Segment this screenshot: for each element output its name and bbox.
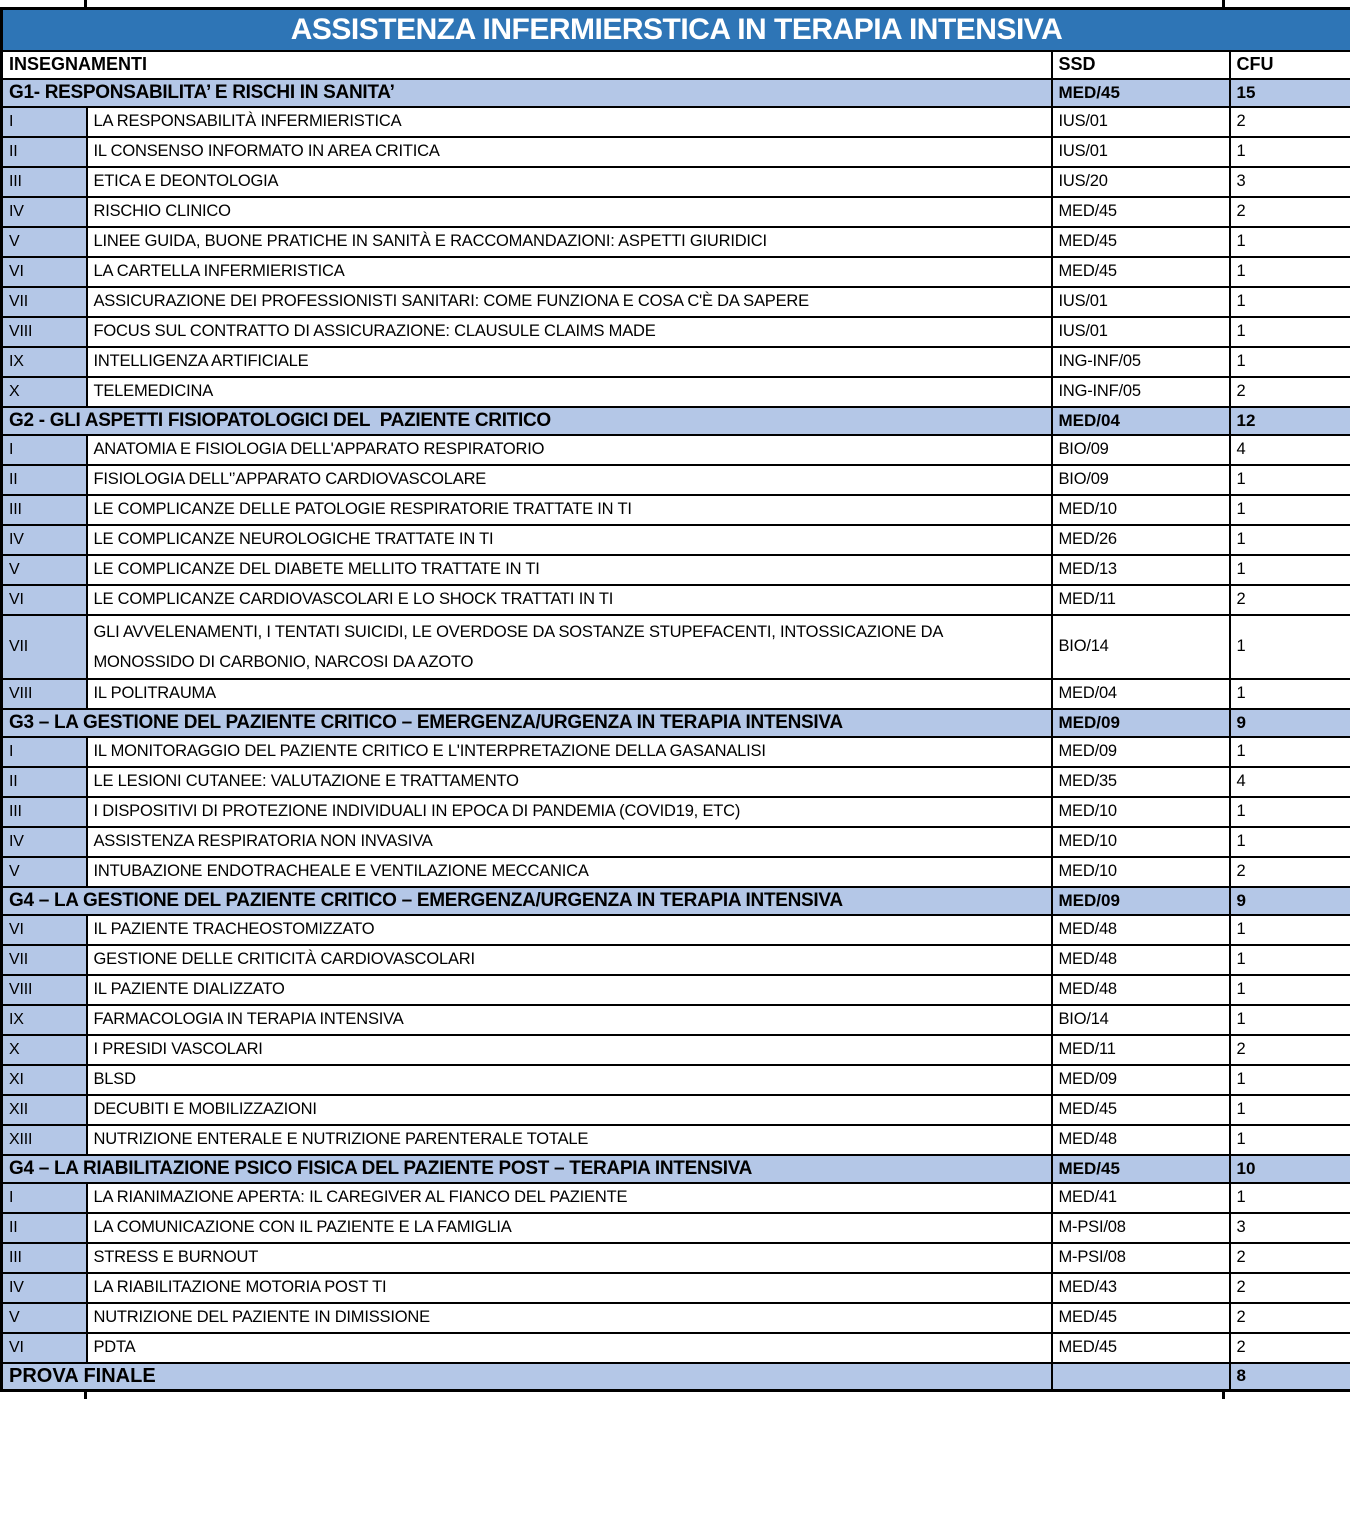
course-row (2, 435, 1350, 465)
course-row (2, 1065, 1350, 1095)
course-ssd: M-PSI/08 (1052, 1213, 1230, 1243)
course-cfu: 1 (1230, 1095, 1350, 1125)
course-cfu: 1 (1230, 317, 1350, 347)
group-ssd: MED/09 (1052, 709, 1230, 737)
final-exam-cfu: 8 (1230, 1363, 1350, 1391)
course-number: V (2, 227, 87, 257)
group-ssd: MED/45 (1052, 79, 1230, 107)
course-title: GLI AVVELENAMENTI, I TENTATI SUICIDI, LE OVERDOSE DA SOSTANZE STUPEFACENTI, INTOSSICAZIONE DA MONOSSIDO DI CARBONIO, NARCOSI DA AZOTO (87, 615, 1052, 679)
course-table (0, 7, 1350, 1392)
final-exam-row (2, 1363, 1350, 1391)
table-title-row (2, 9, 1350, 51)
course-cfu: 4 (1230, 435, 1350, 465)
course-row (2, 525, 1350, 555)
course-title: BLSD (87, 1065, 1052, 1095)
course-row (2, 167, 1350, 197)
group-cfu: 15 (1230, 79, 1350, 107)
course-number: VI (2, 257, 87, 287)
course-number: V (2, 555, 87, 585)
group-label: G4 – LA RIABILITAZIONE PSICO FISICA DEL PAZIENTE POST – TERAPIA INTENSIVA (2, 1155, 1052, 1183)
course-table-body (2, 79, 1350, 1363)
course-title: LE COMPLICANZE DELLE PATOLOGIE RESPIRATORIE TRATTATE IN TI (87, 495, 1052, 525)
course-cfu: 2 (1230, 1035, 1350, 1065)
course-cfu: 1 (1230, 679, 1350, 709)
course-ssd: MED/10 (1052, 857, 1230, 887)
course-number: II (2, 465, 87, 495)
course-title: LA COMUNICAZIONE CON IL PAZIENTE E LA FAMIGLIA (87, 1213, 1052, 1243)
course-title: I PRESIDI VASCOLARI (87, 1035, 1052, 1065)
course-number: IV (2, 525, 87, 555)
course-row (2, 107, 1350, 137)
course-title: IL PAZIENTE TRACHEOSTOMIZZATO (87, 915, 1052, 945)
course-number: VII (2, 615, 87, 679)
course-number: VI (2, 915, 87, 945)
course-number: IV (2, 1273, 87, 1303)
course-cfu: 1 (1230, 1065, 1350, 1095)
course-title: IL PAZIENTE DIALIZZATO (87, 975, 1052, 1005)
course-row (2, 975, 1350, 1005)
course-number: I (2, 1183, 87, 1213)
course-ssd: MED/09 (1052, 1065, 1230, 1095)
course-number: IV (2, 827, 87, 857)
group-cfu: 10 (1230, 1155, 1350, 1183)
group-header-row (2, 79, 1350, 107)
course-title: ANATOMIA E FISIOLOGIA DELL'APPARATO RESPIRATORIO (87, 435, 1052, 465)
course-ssd: MED/26 (1052, 525, 1230, 555)
course-title: TELEMEDICINA (87, 377, 1052, 407)
course-ssd: MED/48 (1052, 975, 1230, 1005)
course-cfu: 1 (1230, 945, 1350, 975)
course-cfu: 1 (1230, 1005, 1350, 1035)
group-label: G2 - GLI ASPETTI FISIOPATOLOGICI DEL PAZIENTE CRITICO (2, 407, 1052, 435)
course-cfu: 1 (1230, 797, 1350, 827)
course-title: I DISPOSITIVI DI PROTEZIONE INDIVIDUALI IN EPOCA DI PANDEMIA (COVID19, ETC) (87, 797, 1052, 827)
course-ssd: MED/45 (1052, 197, 1230, 227)
group-ssd: MED/09 (1052, 887, 1230, 915)
course-number: XII (2, 1095, 87, 1125)
course-number: VII (2, 945, 87, 975)
course-ssd: IUS/01 (1052, 287, 1230, 317)
course-cfu: 3 (1230, 167, 1350, 197)
course-cfu: 1 (1230, 495, 1350, 525)
group-header-row (2, 709, 1350, 737)
course-number: III (2, 167, 87, 197)
course-row (2, 1183, 1350, 1213)
course-title: STRESS E BURNOUT (87, 1243, 1052, 1273)
course-row (2, 585, 1350, 615)
course-ssd: MED/10 (1052, 495, 1230, 525)
final-exam-label: PROVA FINALE (2, 1363, 1052, 1391)
course-cfu: 1 (1230, 827, 1350, 857)
course-title: FISIOLOGIA DELL'’APPARATO CARDIOVASCOLARE (87, 465, 1052, 495)
course-cfu: 2 (1230, 197, 1350, 227)
course-cfu: 2 (1230, 1273, 1350, 1303)
course-title: LA CARTELLA INFERMIERISTICA (87, 257, 1052, 287)
course-row (2, 827, 1350, 857)
group-ssd: MED/04 (1052, 407, 1230, 435)
group-header-row (2, 1155, 1350, 1183)
course-title: LINEE GUIDA, BUONE PRATICHE IN SANITÀ E RACCOMANDAZIONI: ASPETTI GIURIDICI (87, 227, 1052, 257)
course-ssd: MED/11 (1052, 585, 1230, 615)
course-number: VI (2, 585, 87, 615)
course-number: I (2, 435, 87, 465)
course-ssd: MED/45 (1052, 1303, 1230, 1333)
course-cfu: 1 (1230, 915, 1350, 945)
course-title: IL MONITORAGGIO DEL PAZIENTE CRITICO E L'INTERPRETAZIONE DELLA GASANALISI (87, 737, 1052, 767)
course-number: IX (2, 1005, 87, 1035)
course-cfu: 2 (1230, 585, 1350, 615)
course-ssd: MED/45 (1052, 1095, 1230, 1125)
course-ssd: BIO/09 (1052, 435, 1230, 465)
course-row (2, 1035, 1350, 1065)
course-ssd: MED/04 (1052, 679, 1230, 709)
course-row (2, 767, 1350, 797)
course-title: FOCUS SUL CONTRATTO DI ASSICURAZIONE: CLAUSULE CLAIMS MADE (87, 317, 1052, 347)
course-cfu: 4 (1230, 767, 1350, 797)
course-ssd: IUS/01 (1052, 317, 1230, 347)
top-edge-tick (84, 0, 87, 7)
course-ssd: MED/45 (1052, 227, 1230, 257)
course-cfu: 1 (1230, 737, 1350, 767)
course-number: VIII (2, 679, 87, 709)
course-ssd: MED/45 (1052, 257, 1230, 287)
course-number: II (2, 1213, 87, 1243)
bottom-edge-strip (0, 1392, 1350, 1399)
course-row (2, 615, 1350, 679)
course-number: IX (2, 347, 87, 377)
course-number: VIII (2, 317, 87, 347)
course-title: INTELLIGENZA ARTIFICIALE (87, 347, 1052, 377)
course-title: LA RIABILITAZIONE MOTORIA POST TI (87, 1273, 1052, 1303)
course-title: PDTA (87, 1333, 1052, 1363)
course-title: LA RESPONSABILITÀ INFERMIERISTICA (87, 107, 1052, 137)
course-ssd: MED/48 (1052, 915, 1230, 945)
course-number: III (2, 495, 87, 525)
course-row (2, 1333, 1350, 1363)
course-cfu: 1 (1230, 555, 1350, 585)
course-ssd: ING-INF/05 (1052, 347, 1230, 377)
course-row (2, 377, 1350, 407)
course-cfu: 3 (1230, 1213, 1350, 1243)
course-number: II (2, 767, 87, 797)
course-cfu: 1 (1230, 257, 1350, 287)
course-ssd: IUS/01 (1052, 137, 1230, 167)
course-ssd: MED/45 (1052, 1333, 1230, 1363)
course-row (2, 555, 1350, 585)
course-title: NUTRIZIONE DEL PAZIENTE IN DIMISSIONE (87, 1303, 1052, 1333)
course-cfu: 1 (1230, 1183, 1350, 1213)
course-ssd: MED/43 (1052, 1273, 1230, 1303)
course-number: X (2, 377, 87, 407)
course-ssd: MED/13 (1052, 555, 1230, 585)
course-ssd: IUS/20 (1052, 167, 1230, 197)
course-number: III (2, 1243, 87, 1273)
course-row (2, 465, 1350, 495)
course-ssd: MED/41 (1052, 1183, 1230, 1213)
course-cfu: 2 (1230, 1243, 1350, 1273)
course-title: LE COMPLICANZE NEUROLOGICHE TRATTATE IN TI (87, 525, 1052, 555)
course-title: LE COMPLICANZE CARDIOVASCOLARI E LO SHOCK TRATTATI IN TI (87, 585, 1052, 615)
course-ssd: MED/48 (1052, 1125, 1230, 1155)
group-header-row (2, 407, 1350, 435)
course-row (2, 495, 1350, 525)
course-row (2, 137, 1350, 167)
course-row (2, 257, 1350, 287)
course-ssd: MED/10 (1052, 797, 1230, 827)
final-exam-ssd (1052, 1363, 1230, 1391)
course-title: IL POLITRAUMA (87, 679, 1052, 709)
course-number: I (2, 737, 87, 767)
course-title: ETICA E DEONTOLOGIA (87, 167, 1052, 197)
course-ssd: MED/35 (1052, 767, 1230, 797)
course-number: VIII (2, 975, 87, 1005)
top-edge-strip (0, 0, 1350, 7)
course-row (2, 1213, 1350, 1243)
course-cfu: 2 (1230, 107, 1350, 137)
column-header-insegnamenti: INSEGNAMENTI (2, 51, 1052, 79)
course-ssd: MED/10 (1052, 827, 1230, 857)
bottom-edge-tick (1222, 1392, 1225, 1399)
course-ssd: IUS/01 (1052, 107, 1230, 137)
course-number: II (2, 137, 87, 167)
course-title: GESTIONE DELLE CRITICITÀ CARDIOVASCOLARI (87, 945, 1052, 975)
course-row (2, 797, 1350, 827)
course-row (2, 227, 1350, 257)
course-title: DECUBITI E MOBILIZZAZIONI (87, 1095, 1052, 1125)
course-row (2, 679, 1350, 709)
course-row (2, 857, 1350, 887)
page-title: ASSISTENZA INFERMIERSTICA IN TERAPIA INTENSIVA (2, 9, 1350, 51)
course-number: VI (2, 1333, 87, 1363)
group-label: G4 – LA GESTIONE DEL PAZIENTE CRITICO – EMERGENZA/URGENZA IN TERAPIA INTENSIVA (2, 887, 1052, 915)
course-row (2, 197, 1350, 227)
course-ssd: MED/09 (1052, 737, 1230, 767)
course-cfu: 1 (1230, 137, 1350, 167)
course-title: RISCHIO CLINICO (87, 197, 1052, 227)
course-title: ASSISTENZA RESPIRATORIA NON INVASIVA (87, 827, 1052, 857)
course-ssd: ING-INF/05 (1052, 377, 1230, 407)
column-header-cfu: CFU (1230, 51, 1350, 79)
course-number: III (2, 797, 87, 827)
course-title: LE COMPLICANZE DEL DIABETE MELLITO TRATTATE IN TI (87, 555, 1052, 585)
course-number: V (2, 857, 87, 887)
course-row (2, 1005, 1350, 1035)
course-cfu: 1 (1230, 227, 1350, 257)
course-number: V (2, 1303, 87, 1333)
course-title: IL CONSENSO INFORMATO IN AREA CRITICA (87, 137, 1052, 167)
group-cfu: 9 (1230, 887, 1350, 915)
top-edge-tick (1222, 0, 1225, 7)
course-title: LE LESIONI CUTANEE: VALUTAZIONE E TRATTAMENTO (87, 767, 1052, 797)
course-ssd: BIO/09 (1052, 465, 1230, 495)
group-header-row (2, 887, 1350, 915)
group-cfu: 12 (1230, 407, 1350, 435)
group-label: G1- RESPONSABILITA’ E RISCHI IN SANITA’ (2, 79, 1052, 107)
group-ssd: MED/45 (1052, 1155, 1230, 1183)
course-row (2, 915, 1350, 945)
course-cfu: 1 (1230, 615, 1350, 679)
course-number: I (2, 107, 87, 137)
bottom-edge-tick (84, 1392, 87, 1399)
course-cfu: 1 (1230, 1125, 1350, 1155)
course-number: VII (2, 287, 87, 317)
course-title: LA RIANIMAZIONE APERTA: IL CAREGIVER AL FIANCO DEL PAZIENTE (87, 1183, 1052, 1213)
course-cfu: 1 (1230, 975, 1350, 1005)
course-cfu: 2 (1230, 377, 1350, 407)
course-ssd: MED/11 (1052, 1035, 1230, 1065)
course-row (2, 1303, 1350, 1333)
course-row (2, 1273, 1350, 1303)
course-row (2, 287, 1350, 317)
course-ssd: M-PSI/08 (1052, 1243, 1230, 1273)
course-cfu: 2 (1230, 857, 1350, 887)
course-title: ASSICURAZIONE DEI PROFESSIONISTI SANITARI: COME FUNZIONA E COSA C'È DA SAPERE (87, 287, 1052, 317)
course-cfu: 1 (1230, 525, 1350, 555)
course-cfu: 1 (1230, 465, 1350, 495)
course-row (2, 1125, 1350, 1155)
course-number: XIII (2, 1125, 87, 1155)
course-cfu: 2 (1230, 1333, 1350, 1363)
course-ssd: MED/48 (1052, 945, 1230, 975)
course-row (2, 945, 1350, 975)
table-header-row (2, 51, 1350, 79)
course-number: IV (2, 197, 87, 227)
course-row (2, 1243, 1350, 1273)
course-number: XI (2, 1065, 87, 1095)
course-row (2, 317, 1350, 347)
course-title: FARMACOLOGIA IN TERAPIA INTENSIVA (87, 1005, 1052, 1035)
course-cfu: 2 (1230, 1303, 1350, 1333)
column-header-ssd: SSD (1052, 51, 1230, 79)
course-row (2, 1095, 1350, 1125)
course-cfu: 1 (1230, 347, 1350, 377)
course-ssd: BIO/14 (1052, 615, 1230, 679)
group-label: G3 – LA GESTIONE DEL PAZIENTE CRITICO – EMERGENZA/URGENZA IN TERAPIA INTENSIVA (2, 709, 1052, 737)
course-number: X (2, 1035, 87, 1065)
group-cfu: 9 (1230, 709, 1350, 737)
course-title: NUTRIZIONE ENTERALE E NUTRIZIONE PARENTERALE TOTALE (87, 1125, 1052, 1155)
course-cfu: 1 (1230, 287, 1350, 317)
course-row (2, 737, 1350, 767)
course-row (2, 347, 1350, 377)
course-title: INTUBAZIONE ENDOTRACHEALE E VENTILAZIONE MECCANICA (87, 857, 1052, 887)
course-ssd: BIO/14 (1052, 1005, 1230, 1035)
